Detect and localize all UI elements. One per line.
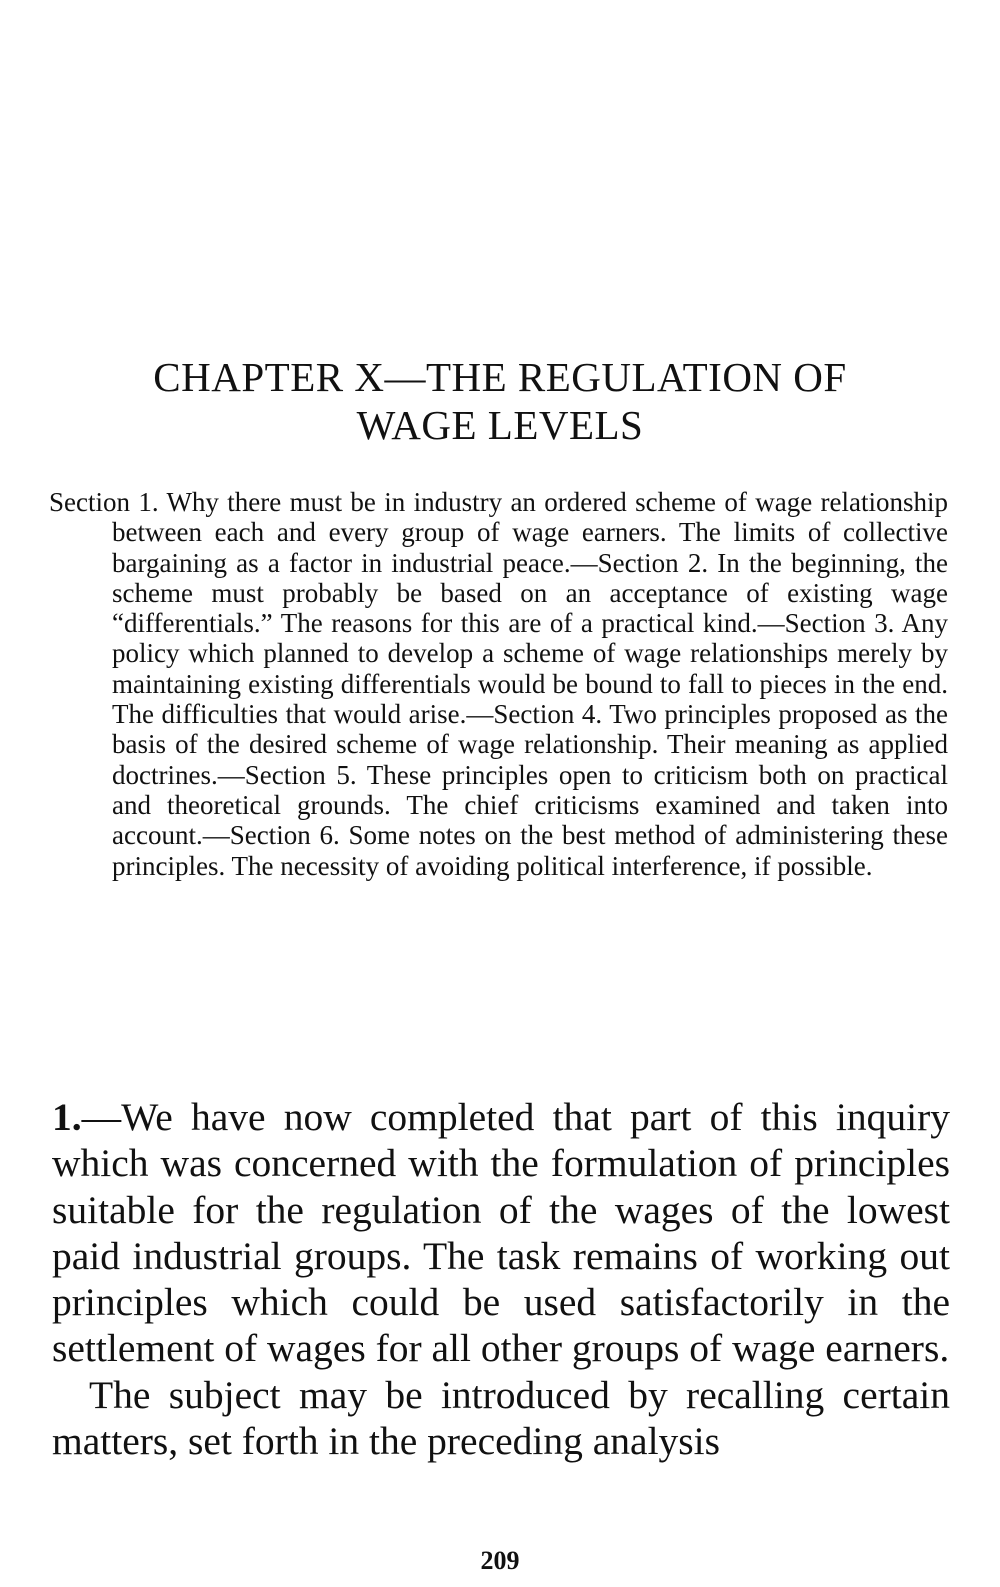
paragraph-2: The subject may be introduced by recalling certain matters, set forth in the preceding analysis: [52, 1372, 950, 1464]
paragraph-1: [52, 1094, 950, 1372]
chapter-title-line-2: WAGE LEVELS: [356, 402, 644, 448]
chapter-synopsis: Section 1. Why there must be in industry an ordered scheme of wage relationship between each and every group of wage earners. The limits of collective bargaining as a factor in industrial peace.—Section 2. In the beginning, the scheme must probably be based on an acceptance of existing wage “differentials.” The reasons for this are of a practical kind.—Section 3. Any policy which planned to develop a scheme of wage relationships merely by maintaining existing differentials would be bound to fall to pieces in the end. The difficulties that would arise.—Section 4. Two principles proposed as the basis of the desired scheme of wage relationship. Their meaning as applied doctrines.—Section 5. These principles open to criticism both on practical and theoretical grounds. The chief criticisms examined and taken into account.—Section 6. Some notes on the best method of administering these principles. The necessity of avoiding political interference, if possible.: [49, 487, 948, 881]
page-number: 209: [480, 1546, 520, 1575]
body-text: [52, 1094, 950, 1464]
section-number: 1.: [52, 1095, 82, 1139]
chapter-title-line-1: CHAPTER X—THE REGULATION OF: [153, 354, 847, 400]
chapter-title: [60, 353, 940, 449]
paragraph-1-text: —We have now completed that part of this inquiry which was concerned with the formulation of principles suitable for the regulation of the wages of the lowest paid industrial groups. The task remains of working out principles which could be used satisfactorily in the settlement of wages for all other groups of wage earners.: [52, 1095, 950, 1371]
